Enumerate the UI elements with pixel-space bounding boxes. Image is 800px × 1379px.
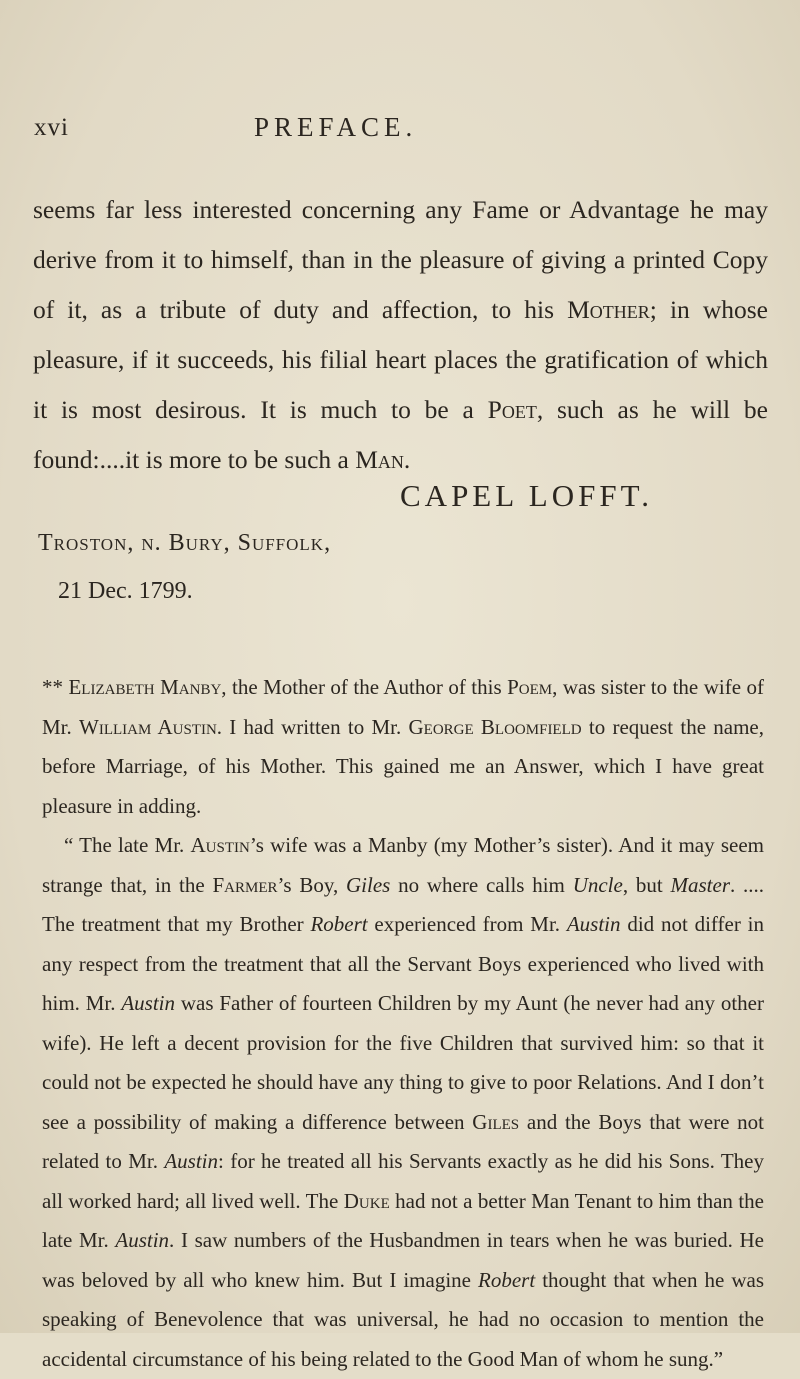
running-title: PREFACE. xyxy=(254,112,418,142)
page-number: xvi xyxy=(34,114,69,141)
footnote-paragraph: ** Elizabeth Manby, the Mother of the Author of this Poem, was sister to the wife of Mr. William Austin. I had written to Mr. George Bloomfield to request the name, before Marriage, of his Mother. This gained me an Answer, which I have great pleasure in adding. xyxy=(42,675,765,818)
location-line: Troston, n. Bury, Suffolk, xyxy=(38,530,332,556)
footnote xyxy=(42,668,764,1379)
preface-paragraph: seems far less interested concerning any Fame or Advantage he may derive from it to himself, than in the pleasure of giving a printed Copy of it, as a tribute of duty and affection, to his Mother; in whose pleasure, if it succeeds, his filial heart places the gratification of which it is most desirous. It is much to be a Poet, such as he will be found:....it is more to be such a Man. xyxy=(33,195,769,474)
footnote-quote: “ The late Mr. Austin’s wife was a Manby (my Mother’s sister). And it may seem strange that, in the Farmer’s Boy, Giles no where calls him Uncle, but Master. .... The treatment that my Brother Robert experienced from Mr. Austin did not differ in any respect from the treatment that all the Servant Boys experienced who lived with him. Mr. Austin was Father of fourteen Children by my Aunt (he never had any other wife). He left a decent provision for the five Children that survived him: so that it could not be expected he should have any thing to give to poor Relations. And I don’t see a possibility of making a difference between Giles and the Boys that were not related to Mr. Austin: for he treated all his Servants exactly as he did his Sons. They all worked hard; all lived well. The Duke had not a better Man Tenant to him than the late Mr. Austin. I saw numbers of the Husbandmen in tears when he was buried. He was beloved by all who knew him. But I imagine Robert thought that when he was speaking of Benevolence that was universal, he had no occasion to mention the accidental circumstance of his being related to the Good Man of whom he sung.” xyxy=(42,833,765,1371)
date-line: 21 Dec. 1799. xyxy=(58,578,193,604)
signature: CAPEL LOFFT. xyxy=(400,478,653,513)
page-header xyxy=(0,112,800,152)
